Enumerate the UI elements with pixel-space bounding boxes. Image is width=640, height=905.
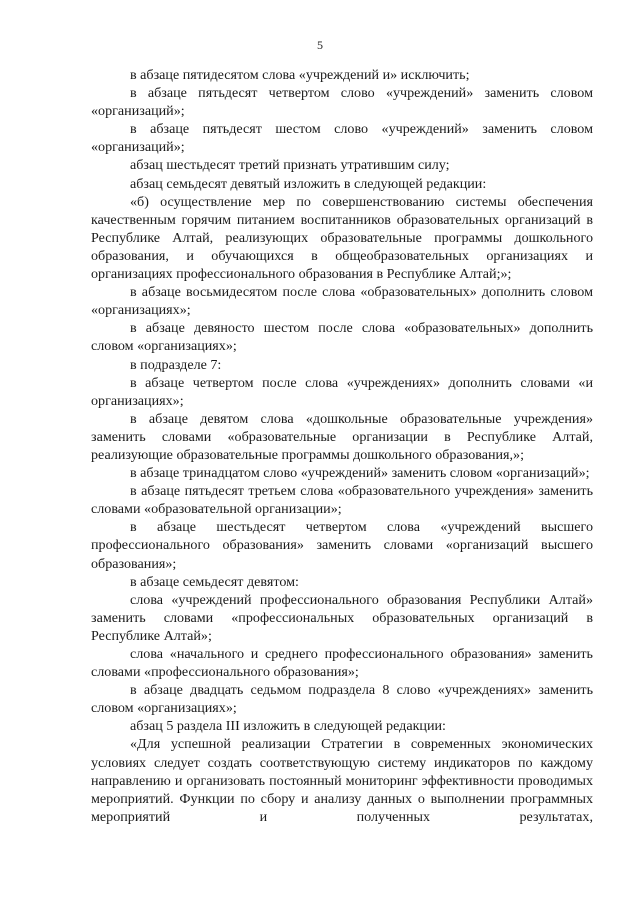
paragraph: в абзаце шестьдесят четвертом слова «учреждений высшего профессионального образования» заменить словами «организаций высшего образования»; <box>91 519 593 572</box>
paragraph: в абзаце пятьдесят четвертом слово «учреждений» заменить словом «организаций»; <box>91 85 593 120</box>
paragraph: слова «учреждений профессионального образования Республики Алтай» заменить словами «профессиональных образовательных организаций в Республике Алтай»; <box>91 591 593 644</box>
paragraph: в абзаце четвертом после слова «учреждениях» дополнить словами «и организациях»; <box>91 374 593 409</box>
paragraph: в абзаце восьмидесятом после слова «образовательных» дополнить словом «организациях»; <box>91 284 593 319</box>
document-body <box>91 66 593 826</box>
paragraph: абзац шестьдесят третий признать утратившим силу; <box>130 157 450 174</box>
paragraph: «Для успешной реализации Стратегии в современных экономических условиях следует создать соответствующую систему индикаторов по каждому направлению и организовать постоянный мониторинг эффективности проводимых мероприятий. Функции по сбору и анализу данных о выполнении программных мероприятий и полученных результатах, <box>91 736 593 825</box>
paragraph: в подразделе 7: <box>130 356 222 373</box>
paragraph: в абзаце семьдесят девятом: <box>130 573 299 590</box>
paragraph: в абзаце двадцать седьмом подраздела 8 слово «учреждениях» заменить словом «организациях»; <box>91 682 593 717</box>
paragraph: слова «начального и среднего профессионального образования» заменить словами «профессионального образования»; <box>91 646 593 681</box>
paragraph: «б) осуществление мер по совершенствованию системы обеспечения качественным горячим питанием воспитанников образовательных организаций в Республике Алтай, реализующих образовательные программы дошкольного образования, и обучающихся в общеобразовательных организациях и организациях профессионального образования в Республике Алтай;»; <box>91 193 593 283</box>
paragraph: абзац семьдесят девятый изложить в следующей редакции: <box>130 175 487 192</box>
paragraph: в абзаце девяносто шестом после слова «образовательных» дополнить словом «организациях»; <box>91 320 593 355</box>
paragraph: в абзаце пятьдесят шестом слово «учреждений» заменить словом «организаций»; <box>91 121 593 156</box>
paragraph: абзац 5 раздела III изложить в следующей редакции: <box>130 718 446 735</box>
paragraph: в абзаце тринадцатом слово «учреждений» заменить словом «организаций»; <box>130 465 590 482</box>
page-number: 5 <box>317 38 323 52</box>
paragraph: в абзаце девятом слова «дошкольные образовательные учреждения» заменить словами «образовательные организации в Республике Алтай, реализующие образовательные программы дошкольного образования,»; <box>91 410 593 463</box>
paragraph: в абзаце пятьдесят третьем слова «образовательного учреждения» заменить словами «образовательной организации»; <box>91 483 593 518</box>
paragraph: в абзаце пятидесятом слова «учреждений и» исключить; <box>130 67 470 83</box>
